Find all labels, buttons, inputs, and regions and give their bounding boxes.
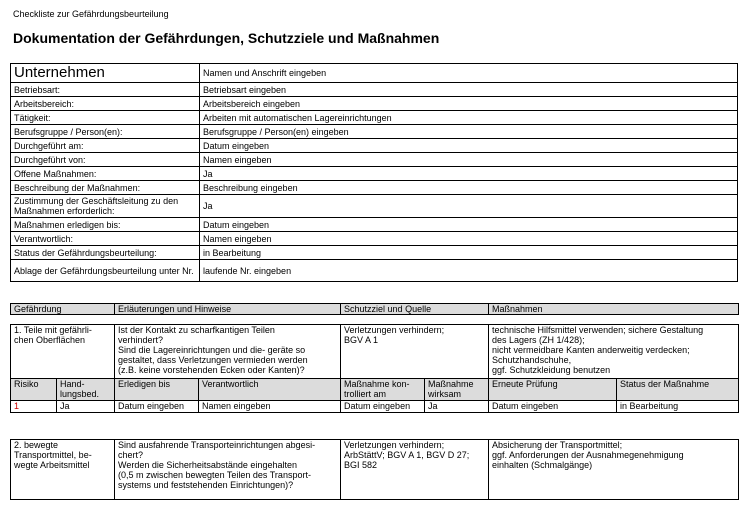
- header-gefaehrdung: Gefährdung: [11, 304, 115, 315]
- form-row-berufsgruppe: [11, 125, 738, 139]
- subheader-wirksam: Maßnahme wirksam: [425, 379, 489, 401]
- subheader-handlungsbed: Hand- lungsbed.: [57, 379, 115, 401]
- form-row-offene-massnahmen: [11, 167, 738, 181]
- form-row-verantwortlich: [11, 232, 738, 246]
- form-value[interactable]: Beschreibung eingeben: [200, 181, 738, 195]
- form-value[interactable]: Datum eingeben: [200, 139, 738, 153]
- form-label: Betriebsart:: [11, 83, 200, 97]
- hazard-description: 1. Teile mit gefährli- chen Oberflächen: [11, 325, 115, 379]
- company-info-table: [10, 63, 738, 282]
- form-row-beschreibung: [11, 181, 738, 195]
- form-label: Zustimmung der Geschäftsleitung zu den Maßnahmen erforderlich:: [11, 195, 200, 218]
- responsible-value[interactable]: Namen eingeben: [199, 401, 341, 413]
- measure-row-1: [11, 401, 739, 413]
- form-value[interactable]: Datum eingeben: [200, 218, 738, 232]
- form-value[interactable]: Berufsgruppe / Person(en) eingeben: [200, 125, 738, 139]
- due-date-value[interactable]: Datum eingeben: [115, 401, 199, 413]
- form-label: Offene Maßnahmen:: [11, 167, 200, 181]
- hazard-protection-goal: Verletzungen verhindern; BGV A 1: [341, 325, 489, 379]
- form-value[interactable]: in Bearbeitung: [200, 246, 738, 260]
- hazard-item-1: [11, 325, 739, 379]
- form-label: Maßnahmen erledigen bis:: [11, 218, 200, 232]
- measure-header-row: [11, 379, 739, 401]
- form-value[interactable]: Namen eingeben: [200, 232, 738, 246]
- form-row-durchgefuehrt-von: [11, 153, 738, 167]
- form-value[interactable]: laufende Nr. eingeben: [200, 260, 738, 282]
- company-value[interactable]: Namen und Anschrift eingeben: [200, 64, 738, 83]
- subheader-status: Status der Maßnahme: [617, 379, 739, 401]
- checked-date-value[interactable]: Datum eingeben: [341, 401, 425, 413]
- form-label: Durchgeführt am:: [11, 139, 200, 153]
- hazard-table: [10, 303, 739, 500]
- form-label: Beschreibung der Maßnahmen:: [11, 181, 200, 195]
- form-label: Verantwortlich:: [11, 232, 200, 246]
- header-erlaeuterungen: Erläuterungen und Hinweise: [115, 304, 341, 315]
- form-value[interactable]: Namen eingeben: [200, 153, 738, 167]
- action-required-value[interactable]: Ja: [57, 401, 115, 413]
- hazard-measures: Absicherung der Transportmittel; ggf. Anforderungen der Ausnahmegenehmigung einhalten (Schmalgänge): [489, 440, 739, 500]
- form-row-zustimmung: [11, 195, 738, 218]
- form-value[interactable]: Betriebsart eingeben: [200, 83, 738, 97]
- subheader-verantwortlich: Verantwortlich: [199, 379, 341, 401]
- form-value[interactable]: Arbeiten mit automatischen Lagereinrichtungen: [200, 111, 738, 125]
- risk-value[interactable]: 1: [11, 401, 57, 413]
- form-row-arbeitsbereich: [11, 97, 738, 111]
- form-label: Tätigkeit:: [11, 111, 200, 125]
- header-schutzziel: Schutzziel und Quelle: [341, 304, 489, 315]
- form-row-betriebsart: [11, 83, 738, 97]
- subheader-risiko: Risiko: [11, 379, 57, 401]
- spacer-row: [11, 413, 739, 440]
- hazard-measures: technische Hilfsmittel verwenden; sichere Gestaltung des Lagers (ZH 1/428); nicht vermeidbare Kanten anderweitig verdecken; Schutzhandschuhe, ggf. Schutzkleidung benutzen: [489, 325, 739, 379]
- effective-value[interactable]: Ja: [425, 401, 489, 413]
- form-label: Ablage der Gefährdungsbeurteilung unter Nr.: [11, 260, 200, 282]
- form-value[interactable]: Ja: [200, 167, 738, 181]
- form-value[interactable]: Ja: [200, 195, 738, 218]
- company-label: Unternehmen: [11, 64, 200, 83]
- hazard-description: 2. bewegte Transportmittel, be- wegte Arbeitsmittel: [11, 440, 115, 500]
- hazard-notes: Sind ausfahrende Transporteinrichtungen abgesi- chert? Werden die Sicherheitsabstände eingehalten (0,5 m zwischen bewegten Teilen des Transport- systems und feststehenden Einrichtungen)?: [115, 440, 341, 500]
- header-massnahmen: Maßnahmen: [489, 304, 739, 315]
- form-value[interactable]: Arbeitsbereich eingeben: [200, 97, 738, 111]
- form-row-taetigkeit: [11, 111, 738, 125]
- form-row-erledigen-bis: [11, 218, 738, 232]
- form-row-durchgefuehrt-am: [11, 139, 738, 153]
- form-row-status: [11, 246, 738, 260]
- hazard-item-2: [11, 440, 739, 500]
- recheck-date-value[interactable]: Datum eingeben: [489, 401, 617, 413]
- form-row-ablage: [11, 260, 738, 282]
- subheader-erledigen-bis: Erledigen bis: [115, 379, 199, 401]
- form-label: Berufsgruppe / Person(en):: [11, 125, 200, 139]
- measure-status-value[interactable]: in Bearbeitung: [617, 401, 739, 413]
- subheader-erneute-pruefung: Erneute Prüfung: [489, 379, 617, 401]
- hazard-notes: Ist der Kontakt zu scharfkantigen Teilen verhindert? Sind die Lagereinrichtungen und die- geräte so gestaltet, dass Verletzungen vermieden werden (z.B. keine vorstehenden Ecken oder Kanten)?: [115, 325, 341, 379]
- form-label: Durchgeführt von:: [11, 153, 200, 167]
- form-label: Status der Gefährdungsbeurteilung:: [11, 246, 200, 260]
- hazard-protection-goal: Verletzungen verhindern; ArbStättV; BGV A 1, BGV D 27; BGI 582: [341, 440, 489, 500]
- document-subtitle: Checkliste zur Gefährdungsbeurteilung: [13, 9, 169, 19]
- form-label: Arbeitsbereich:: [11, 97, 200, 111]
- subheader-kontrolliert: Maßnahme kon- trolliert am: [341, 379, 425, 401]
- document-title: Dokumentation der Gefährdungen, Schutzziele und Maßnahmen: [13, 30, 440, 46]
- company-header-row: [11, 64, 738, 83]
- hazard-header-row: [11, 304, 739, 315]
- spacer-row: [11, 315, 739, 325]
